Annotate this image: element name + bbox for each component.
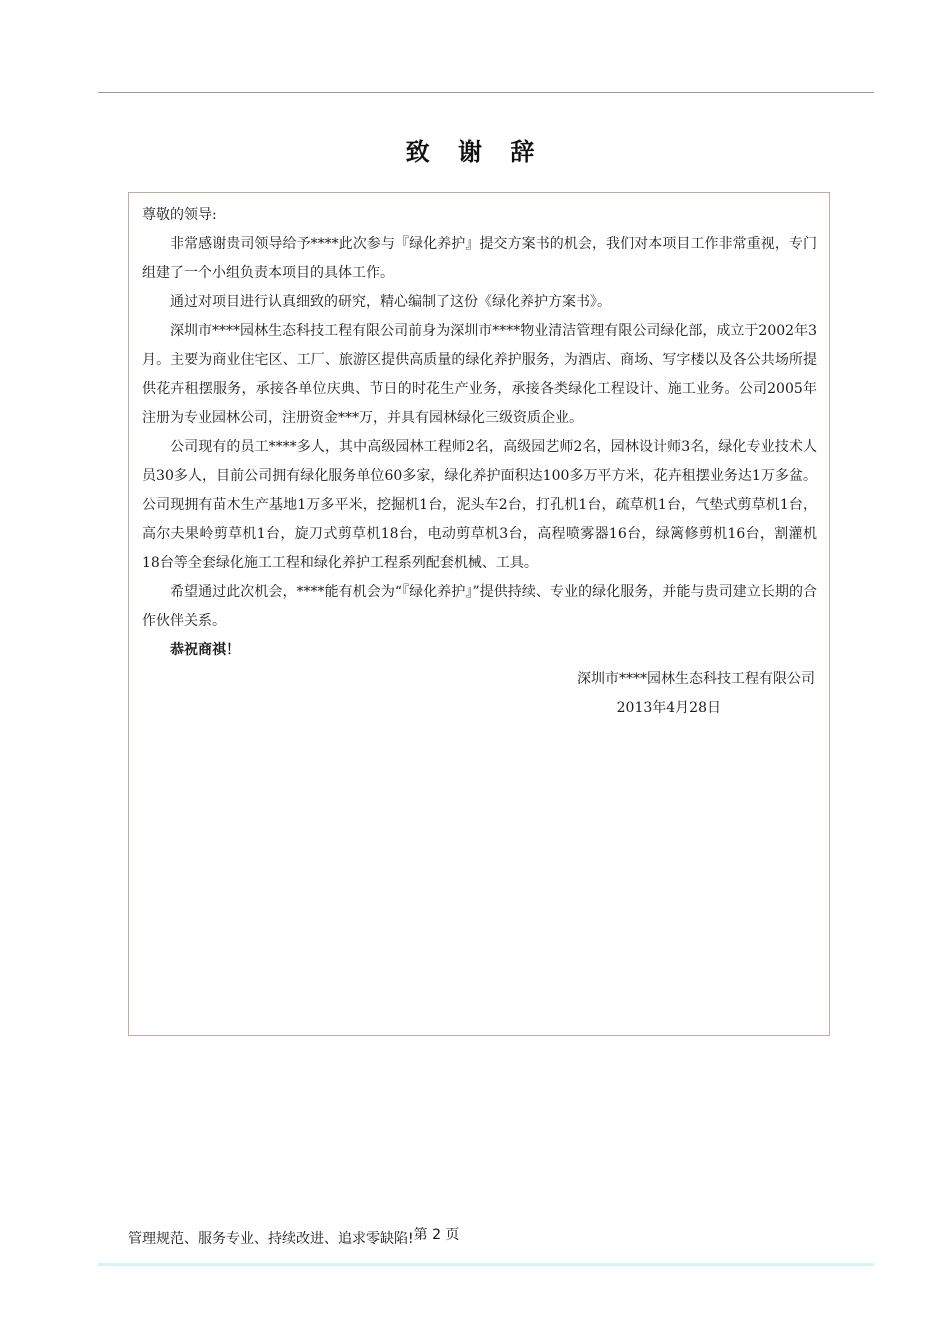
page-title: 致 谢 辞 (405, 138, 545, 166)
paragraph-hope: 希望通过此次机会，****能有机会为“『绿化养护』”提供持续、专业的绿化服务，并能与贵司建立长期的合作伙伴关系。 (142, 584, 817, 629)
paragraph-staff-equipment: 公司现有的员工****多人，其中高级园林工程师2名，高级园艺师2名，园林设计师3名，绿化专业技术人员30多人，目前公司拥有绿化服务单位60多家，绿化养护面积达100多万平方米，花卉租摆业务达1万多盆。公司现拥有苗木生产基地1万多平米，挖掘机1台，泥头车2台，打孔机1台，疏草机1台，气垫式剪草机1台，高尔夫果岭剪草机1台，旋刀式剪草机18台，电动剪草机3台，高程喷雾器16台，绿篱修剪机16台，割灌机18台等全套绿化施工工程和绿化养护工程系列配套机械、工具。 (142, 439, 817, 571)
greeting: 尊敬的领导: (142, 207, 217, 223)
signature-date: 2013年4月28日 (616, 700, 721, 716)
header-rule (98, 92, 874, 93)
footer (128, 1228, 459, 1248)
signature-company: 深圳市****园林生态科技工程有限公司 (577, 671, 815, 687)
paragraph-research: 通过对项目进行认真细致的研究，精心编制了这份《绿化养护方案书》。 (170, 294, 611, 310)
footer-slogan: 管理规范、服务专业、持续改进、追求零缺陷! (128, 1231, 414, 1247)
paragraph-company-history: 深圳市****园林生态科技工程有限公司前身为深圳市****物业清洁管理有限公司绿化部，成立于2002年3月。主要为商业住宅区、工厂、旅游区提供高质量的绿化养护服务，为酒店、商场、写字楼以及各公共场所提供花卉租摆服务，承接各单位庆典、节日的时花生产业务，承接各类绿化工程设计、施工业务。公司2005年注册为专业园林公司，注册资金***万，并具有园林绿化三级资质企业。 (142, 323, 817, 426)
letter-body (128, 192, 830, 1036)
closing-salutation: 恭祝商祺！ (170, 642, 240, 658)
paragraph-intro: 非常感谢贵司领导给予****此次参与『绿化养护』提交方案书的机会，我们对本项目工作非常重视，专门组建了一个小组负责本项目的具体工作。 (142, 236, 817, 281)
page-number: 第 2 页 (413, 1227, 460, 1243)
footer-rule (98, 1263, 874, 1266)
